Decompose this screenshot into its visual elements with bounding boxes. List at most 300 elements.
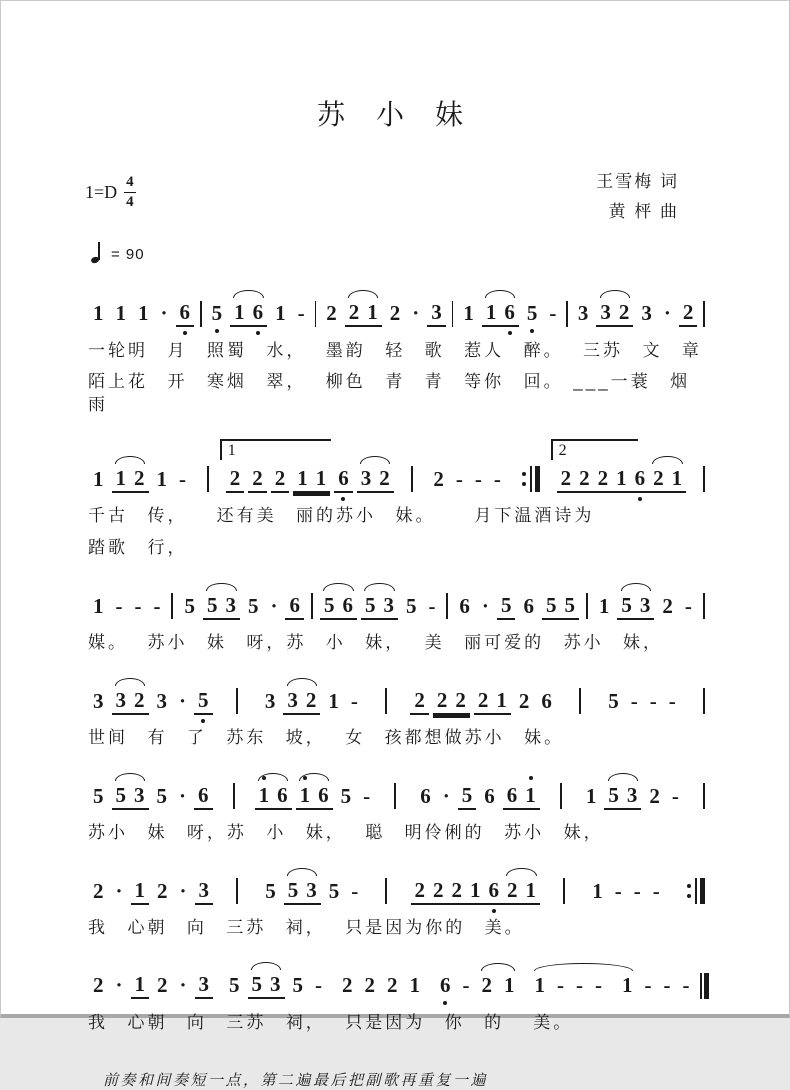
beam-group [324,689,343,714]
beam-group [545,301,560,326]
measure [316,593,444,620]
note-value: 5 [156,783,167,808]
octave-dot-below [443,1001,447,1005]
beam-group [248,972,285,999]
note-token [153,467,172,492]
beam-group [112,973,127,998]
note-token [615,300,634,325]
note-value: 1 [234,300,245,324]
note-value: 6 [440,973,451,998]
barline [703,688,705,714]
beam-group [416,784,435,809]
time-signature [124,173,136,212]
note-token [429,467,448,492]
note-token [285,593,304,618]
beam-group [226,466,245,493]
beam-group [595,594,614,619]
note-token [500,973,519,998]
note-value: 1 [258,782,270,807]
barline [566,301,568,327]
composer-credit: 黄 枰 曲 [608,201,679,221]
beam-group [293,466,330,493]
barline [703,301,705,327]
beam-group [386,301,405,326]
note-value: 6 [342,592,353,617]
measure [85,300,198,327]
note-value: - [630,688,638,713]
note-token [665,689,680,714]
note-value: 1 [367,300,378,324]
measure [553,441,691,493]
note-value: 2 [436,687,448,712]
barline [200,301,202,327]
beam-group [618,973,637,998]
beam-group [294,301,309,326]
note-token [452,467,467,492]
beam-group [471,467,486,492]
note-token [386,301,405,326]
barline [311,593,313,619]
note-value: - [684,593,692,618]
note-value: 3 [225,592,236,617]
note-token [439,784,454,809]
note-value: · [179,783,187,808]
note-value: 1 [598,593,610,618]
note-token [293,466,312,491]
beam-group [112,466,149,493]
beam-group [180,594,199,619]
note-value: - [549,301,557,325]
note-value: - [493,466,501,491]
note-value: - [428,593,436,618]
note-value: 2 [93,973,104,998]
measure [455,300,564,327]
beam-group [637,301,656,326]
note-value: 5 [405,593,417,618]
beam-group [345,300,382,327]
music-line [85,858,707,940]
note-value: 2 [157,878,168,903]
slur-arc [287,678,317,686]
note-value: 1 [463,301,474,325]
note-value: 2 [455,687,466,712]
octave-dot-below [638,497,642,501]
beam-group [596,300,633,327]
note-token [641,973,656,998]
note-value: 2 [653,465,664,490]
beam-group [459,973,474,998]
note-value: 3 [641,301,652,325]
beam-group [668,784,683,809]
beam-group [523,301,542,326]
note-token [225,973,244,998]
note-token [649,466,668,491]
note-token [302,688,321,713]
beam-group [459,301,478,326]
beam-group [515,689,534,714]
note-value: 6 [634,465,646,490]
note-token [471,467,486,492]
note-value: 5 [461,782,473,807]
note-token [195,878,214,903]
note-value: 5 [545,592,557,617]
slur-arc [115,773,145,781]
barline [411,466,413,492]
note-token [490,467,505,492]
note-value: 2 [274,465,286,490]
note-token [660,973,675,998]
note-value: 6 [277,782,288,807]
barline [233,783,235,809]
note-value: 3 [134,782,145,807]
page-title: 苏 小 妹 [316,100,475,131]
note-value: 2 [477,687,489,712]
note-value: 1 [485,300,497,324]
note-value: 2 [305,687,317,712]
note-token [345,300,364,325]
measure [176,593,308,620]
note-value: 1 [115,465,126,490]
beam-group [296,783,333,810]
beam-group [112,594,127,619]
beam-group [89,467,108,492]
note-token [266,594,281,619]
note-value: · [115,878,123,903]
note-token [574,301,593,326]
beam-group [658,594,677,619]
note-value: 6 [488,877,500,902]
note-value: · [179,688,187,713]
beam-group [410,688,429,715]
note-token [175,689,190,714]
octave-dot-below [256,331,260,335]
note-token [112,879,127,904]
beam-group [271,301,290,326]
beam-group [474,688,511,715]
barline [560,783,562,809]
note-token [383,973,402,998]
note-value: 1 [534,973,546,998]
note-token [612,466,631,491]
note-value: · [179,973,187,998]
beam-group [641,973,656,998]
notes-row [85,969,707,1003]
note-token [596,300,615,325]
note-value: - [614,878,622,903]
note-token [284,878,303,903]
note-value: - [134,593,142,618]
notes-row [85,684,707,718]
note-value: - [633,878,641,903]
beam-group [679,300,698,327]
beam-group [89,301,108,326]
note-token [591,973,606,998]
note-value: 6 [504,300,515,324]
note-token [604,783,623,808]
octave-dot-below [215,329,219,333]
note-token [424,594,439,619]
note-token [572,973,587,998]
note-value: - [115,593,123,618]
beam-group [553,973,568,998]
note-token [194,783,213,808]
beam-group [150,594,165,619]
note-token [261,879,280,904]
note-value: 6 [506,782,518,807]
beam-group [320,593,357,620]
note-value: 3 [198,877,210,902]
beam-group [439,784,454,809]
lyrics-line: 一轮明 月 照蜀 水， 墨韵 轻 歌 惹人 醉。 三苏 文 章 [88,340,702,360]
note-token [266,972,285,997]
measure [425,467,509,492]
measure [578,783,687,810]
note-token [521,783,540,808]
beam-group [89,973,108,998]
note-token [618,973,637,998]
note-token [226,466,245,491]
note-value: 5 [251,972,263,997]
barline [385,688,387,714]
beam-group [112,879,127,904]
note-value: - [652,878,660,903]
note-token [429,878,448,903]
note-token [474,688,493,713]
note-token [112,688,131,713]
note-value: 5 [608,782,619,807]
beam-group [531,973,550,998]
beam-group [681,594,696,619]
header [85,93,707,263]
note-value: 1 [525,877,537,902]
slur-arc [115,456,145,464]
note-value: 6 [198,782,209,807]
note-token [542,593,561,618]
note-value: 3 [626,782,638,807]
note-value: - [649,688,657,713]
note-token [283,688,302,713]
beam-group [244,594,263,619]
note-value: 1 [525,782,536,807]
note-token [523,301,542,326]
lyricist-credit: 王雪梅 词 [596,172,679,191]
note-token [150,594,165,619]
note-value: 1 [315,465,327,490]
note-value: 2 [389,301,401,325]
note-token [89,467,108,492]
measure [222,441,398,493]
note-value: 2 [379,465,390,490]
note-value: 1 [622,973,633,998]
note-value: 6 [252,300,264,324]
notation-area [85,281,710,1035]
note-value: 2 [481,973,493,998]
beam-group [406,973,425,998]
note-token [575,466,594,491]
beam-group [572,973,587,998]
lyrics-line: 陌上花 开 寒烟 翠， 柳色 青 青 等你 回。 ___一蓑 烟 雨 [88,372,710,415]
note-token [289,973,308,998]
beam-group [283,688,320,715]
beam-group [411,878,541,905]
note-token [637,301,656,326]
note-value: 5 [265,878,276,903]
note-token [408,301,423,326]
note-value: - [663,973,671,998]
note-token [337,784,356,809]
octave-dot-below [201,719,205,723]
beam-group [175,784,190,809]
note-value: 3 [383,592,394,617]
beam-group [112,688,149,715]
note-token [221,593,240,618]
beam-group [89,689,108,714]
note-value: 1 [156,466,167,491]
note-value: 3 [600,300,611,324]
note-value: 5 [229,973,240,998]
note-token [630,879,645,904]
note-token [361,973,380,998]
beam-group [617,593,654,620]
note-value: - [351,878,359,903]
note-value: 6 [179,300,191,324]
note-token [175,467,190,492]
note-token [531,973,550,998]
note-value: 2 [414,877,426,902]
beam-group [266,594,281,619]
note-token [131,594,146,619]
note-token [89,879,108,904]
beam-group [557,466,687,493]
beam-group [194,688,213,715]
note-value: - [179,466,186,491]
note-token [617,593,636,618]
note-value: 2 [157,973,168,998]
note-value: 5 [211,301,223,325]
note-value: 2 [134,687,145,712]
beam-group [361,973,380,998]
note-token [153,973,172,998]
note-token [112,783,131,808]
music-line [85,953,707,1035]
measure [204,300,313,327]
barline [446,593,448,619]
note-token [180,594,199,619]
note-value: 2 [597,465,609,490]
note-value: 3 [156,688,167,713]
note-value: - [455,466,463,491]
note-token [347,689,362,714]
note-value: 2 [433,877,444,902]
music-line [85,668,707,750]
note-token [623,783,642,808]
beam-group [537,689,556,714]
note-token [448,878,467,903]
beam-group [131,878,150,905]
beam-group [203,593,240,620]
measure [407,878,545,905]
note-value: 1 [93,593,104,618]
note-token [455,594,474,619]
beam-group [195,972,214,999]
note-value: 5 [184,593,195,618]
beam-group [334,466,353,493]
note-value: - [462,973,470,998]
slur-arc [323,583,353,591]
meta-row [85,167,707,227]
beam-group [452,467,467,492]
note-value: 6 [318,782,329,807]
barline [394,783,396,809]
note-token [522,878,541,903]
slur-arc [287,868,317,876]
measure [584,879,668,904]
beam-group [153,689,172,714]
note-value: 1 [504,973,515,998]
beam-group [574,301,593,326]
barline [236,878,238,904]
notes-row [85,589,707,623]
octave-dot-below [530,329,534,333]
beam-group [478,594,493,619]
measure [406,688,560,715]
beam-group [89,879,108,904]
note-token [208,301,227,326]
beam-group [497,593,516,620]
beam-group [175,467,190,492]
note-token [560,593,579,618]
note-token [357,466,376,491]
beam-group [482,300,519,327]
notes-row [85,297,707,331]
measure [334,973,428,998]
beam-group [630,879,645,904]
note-token [89,301,108,326]
barline [171,593,173,619]
beam-group [424,594,439,619]
beam-group [285,593,304,620]
note-value: - [595,973,603,998]
beam-group [175,689,190,714]
note-value: 2 [364,973,376,998]
note-token [131,972,150,997]
note-value: 5 [564,592,575,617]
beam-group [427,300,446,327]
note-value: 5 [526,301,538,325]
note-value: 2 [451,877,463,902]
note-token [363,300,382,325]
footer-note: 前奏和间奏短一点，第二遍最后把副歌再重复一遍 [103,1071,489,1089]
note-token [649,879,664,904]
beam-group [357,466,394,493]
note-token [627,689,642,714]
beam-group [322,301,341,326]
note-token [594,466,613,491]
note-token [176,973,191,998]
note-token [459,301,478,326]
note-token [436,973,455,998]
note-value: 6 [338,465,349,490]
beam-group [261,689,280,714]
note-value: 3 [577,301,589,325]
note-token [604,689,623,714]
music-line [85,430,707,560]
beam-group [337,784,356,809]
beam-group [519,594,538,619]
note-token [478,594,493,619]
note-value: 5 [323,592,335,617]
measure [257,878,366,905]
